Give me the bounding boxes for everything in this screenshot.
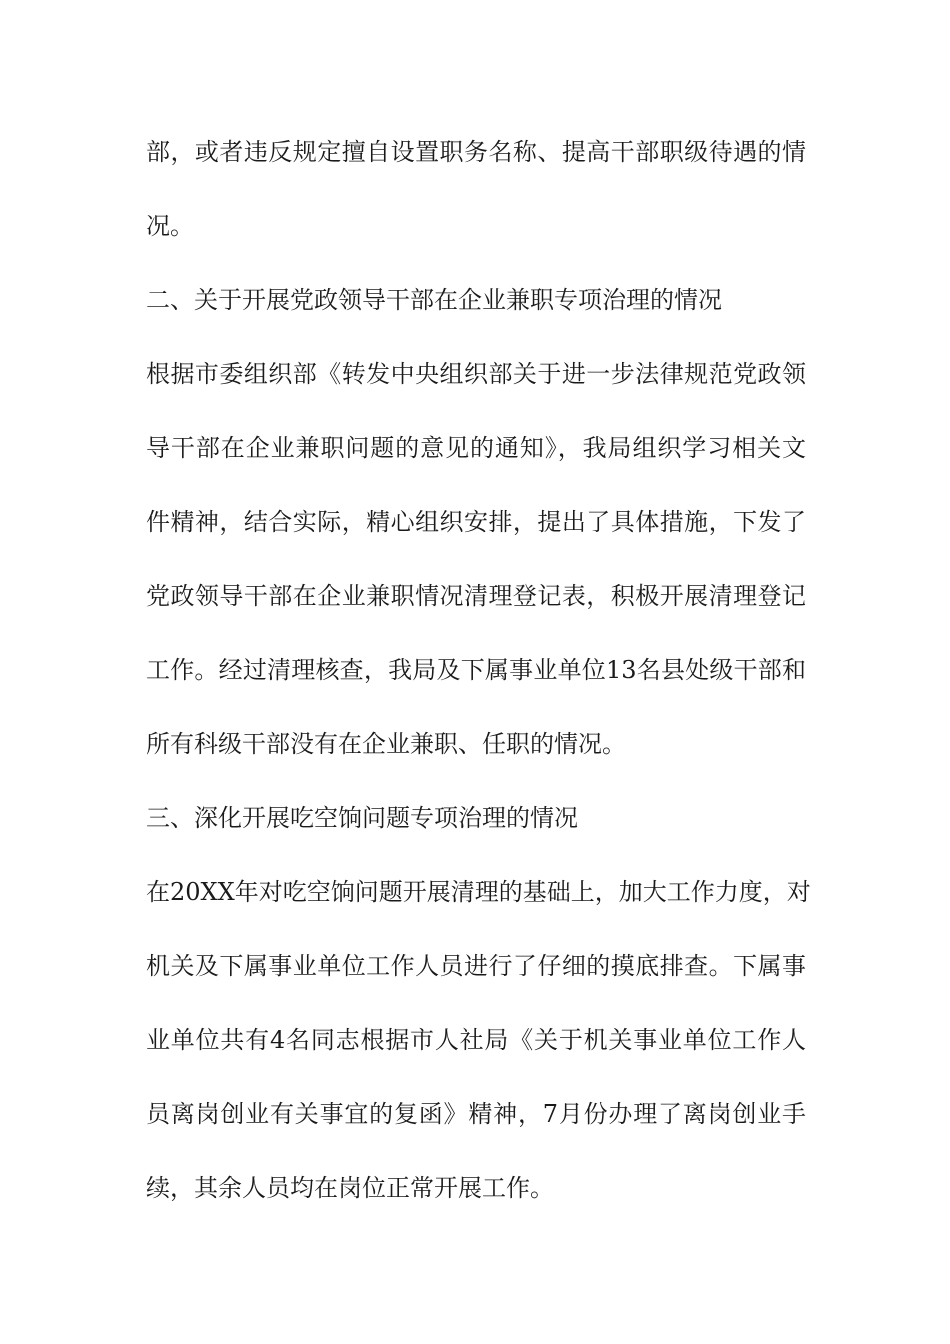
text-line-13: 业单位共有4名同志根据市人社局《关于机关事业单位工作人 — [146, 1026, 806, 1054]
section-heading-2: 二、关于开展党政领导干部在企业兼职专项治理的情况 — [146, 286, 722, 314]
text-line-15: 续，其余人员均在岗位正常开展工作。 — [146, 1174, 554, 1202]
text-line-5: 导干部在企业兼职问题的意见的通知》，我局组织学习相关文 — [146, 434, 806, 462]
text-line-4: 根据市委组织部《转发中央组织部关于进一步法律规范党政领 — [146, 360, 806, 388]
text-line-11: 在20XX年对吃空饷问题开展清理的基础上，加大工作力度，对 — [146, 878, 811, 906]
text-line-9: 所有科级干部没有在企业兼职、任职的情况。 — [146, 730, 626, 758]
text-line-2: 况。 — [146, 212, 194, 240]
text-line-8: 工作。经过清理核查，我局及下属事业单位13名县处级干部和 — [146, 656, 806, 684]
text-line-7: 党政领导干部在企业兼职情况清理登记表，积极开展清理登记 — [146, 582, 806, 610]
text-line-12: 机关及下属事业单位工作人员进行了仔细的摸底排查。下属事 — [146, 952, 806, 980]
text-line-1: 部，或者违反规定擅自设置职务名称、提高干部职级待遇的情 — [146, 138, 806, 166]
text-line-14: 员离岗创业有关事宜的复函》精神，7月份办理了离岗创业手 — [146, 1100, 806, 1128]
section-heading-3: 三、深化开展吃空饷问题专项治理的情况 — [146, 804, 578, 832]
text-line-6: 件精神，结合实际，精心组织安排，提出了具体措施，下发了 — [146, 508, 806, 536]
